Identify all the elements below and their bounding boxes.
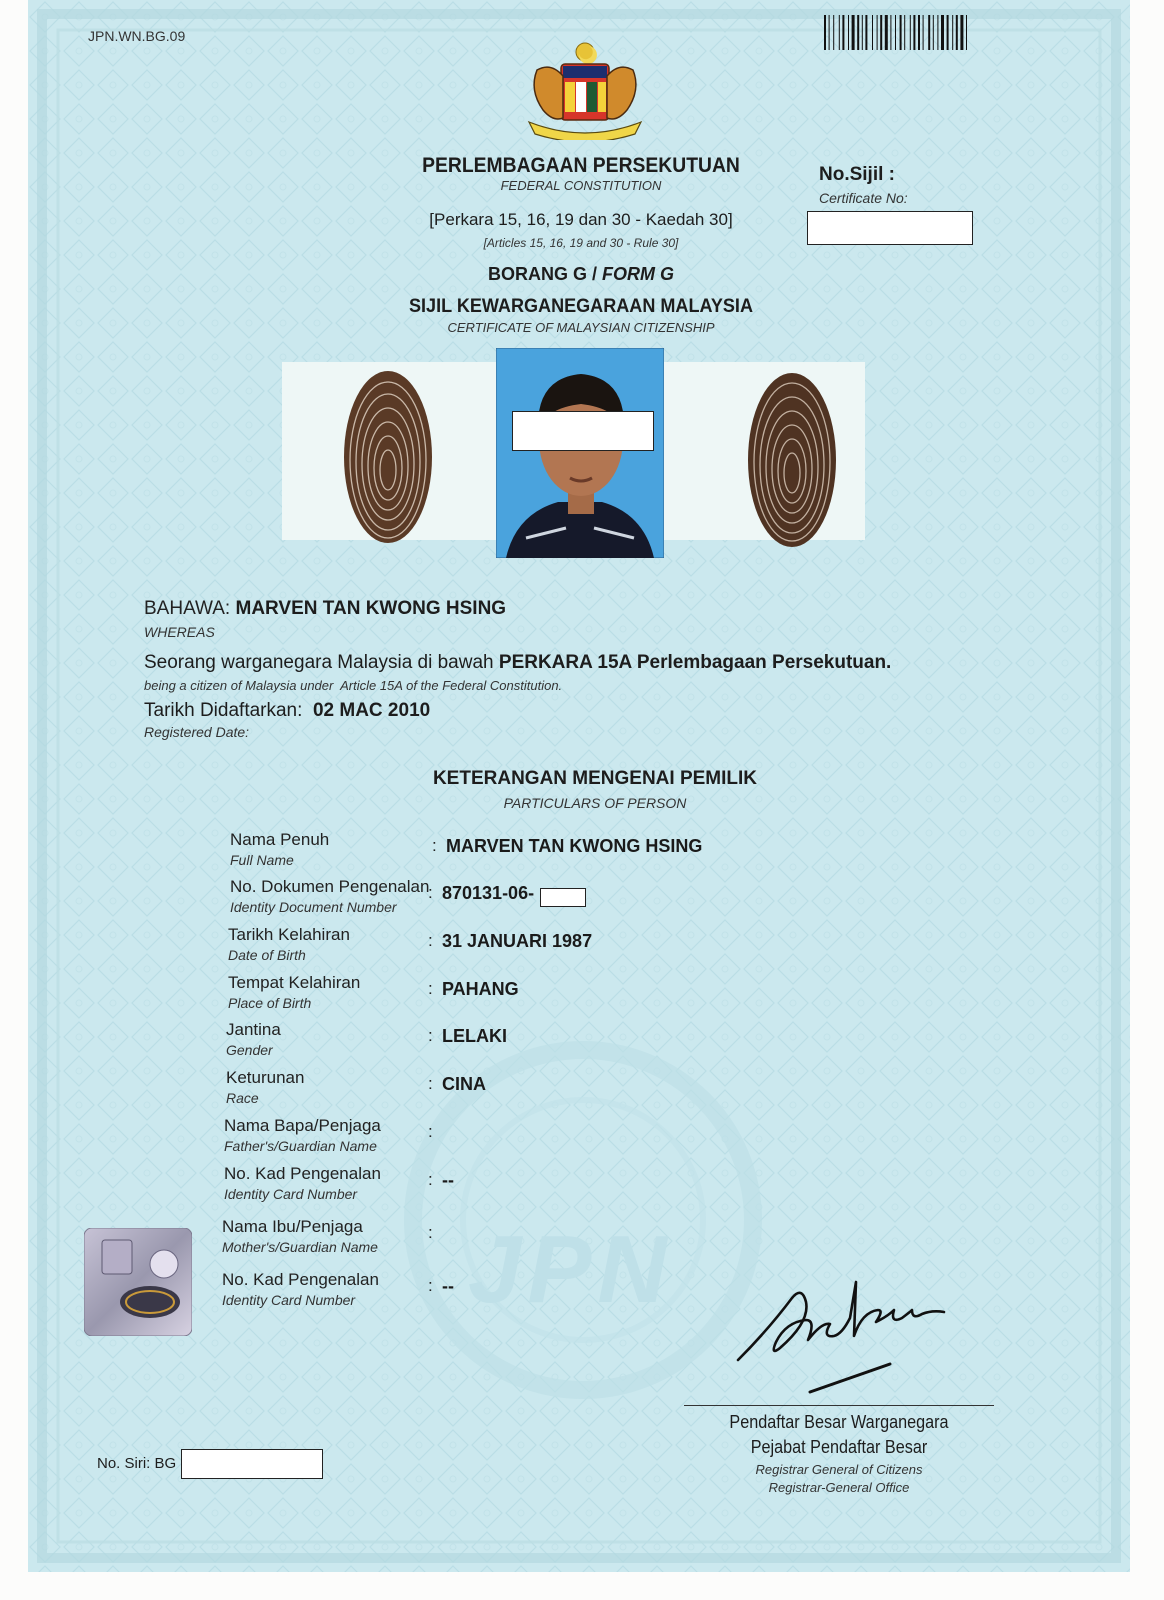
particular-colon: : (428, 1122, 433, 1141)
barcode-bar (941, 15, 944, 50)
registrar-office-en: Registrar-General Office (768, 1480, 910, 1495)
registered-date-line (144, 700, 430, 722)
articles-reference: [Perkara 15, 16, 19 dan 30 - Kaedah 30] (429, 210, 733, 229)
particular-label-en: Race (226, 1090, 259, 1106)
particular-label: Jantina (226, 1020, 281, 1039)
particular-value: LELAKI (442, 1026, 507, 1046)
barcode-bar (842, 15, 844, 50)
particular-colon: : (428, 1074, 433, 1093)
citizen-en-2: Article 15A of the Federal Constitution. (340, 678, 563, 693)
citizen-statement-en (144, 678, 562, 693)
registrar-title-en: Registrar General of Citizens (755, 1462, 923, 1477)
particular-label-en: Full Name (230, 852, 294, 868)
particular-label: Nama Penuh (230, 830, 330, 849)
particular-colon: : (428, 1276, 433, 1295)
serial-field (181, 1449, 323, 1479)
id-number-redaction (540, 888, 586, 907)
hologram-sticker (84, 1228, 192, 1336)
certificate-title: SIJIL KEWARGANEGARAAN MALAYSIA (408, 296, 753, 317)
particular-colon: : (428, 1223, 433, 1242)
registered-date-value: 02 MAC 2010 (312, 700, 431, 721)
particular-label-en: Date of Birth (228, 947, 306, 963)
form-label-ms: BORANG G / (487, 264, 597, 284)
barcode-bar (933, 15, 934, 50)
barcode-bar (895, 15, 896, 50)
barcode-bar (857, 15, 859, 50)
particular-label-en: Identity Document Number (230, 899, 397, 915)
holder-photo (496, 348, 664, 558)
barcode-bar (890, 15, 891, 50)
particular-label-en: Gender (226, 1042, 273, 1058)
particular-label: Keturunan (226, 1068, 305, 1087)
barcode-bar (900, 15, 902, 50)
barcode-bar (913, 15, 915, 50)
barcode-bar (862, 15, 863, 50)
citizenship-certificate (28, 0, 1130, 1572)
whereas-label: BAHAWA: (144, 598, 231, 619)
registrar-office: Pejabat Pendaftar Besar (750, 1437, 928, 1457)
barcode-bar (904, 15, 905, 50)
particular-label-en: Identity Card Number (224, 1186, 358, 1202)
particular-label-en: Father's/Guardian Name (224, 1138, 377, 1154)
form-label (381, 264, 781, 285)
particular-label-en: Place of Birth (228, 995, 312, 1011)
particular-label: Tempat Kelahiran (228, 973, 361, 992)
whereas-label-en: WHEREAS (144, 624, 215, 640)
barcode-bar (952, 15, 953, 50)
whereas-line (144, 598, 506, 620)
photo-redaction (512, 411, 654, 451)
registrar-signature (728, 1268, 958, 1403)
barcode-bar (829, 15, 830, 50)
left-thumbprint (340, 368, 436, 546)
form-code: JPN.WN.BG.09 (88, 28, 186, 44)
holder-name: MARVEN TAN KWONG HSING (235, 598, 507, 619)
barcode-bar (960, 15, 963, 50)
particular-label: Tarikh Kelahiran (228, 925, 350, 944)
certificate-no-field (807, 211, 973, 245)
citizen-statement (144, 652, 891, 674)
particular-value: 31 JANUARI 1987 (442, 931, 593, 951)
particular-label: No. Dokumen Pengenalan (230, 877, 430, 896)
particular-colon: : (428, 1026, 433, 1045)
registered-date-label: Tarikh Didaftarkan: (144, 700, 303, 721)
right-thumbprint (744, 370, 840, 550)
barcode-bar (833, 15, 834, 50)
particular-label-en: Mother's/Guardian Name (222, 1239, 378, 1255)
barcode-bar (947, 15, 949, 50)
citizen-text: Seorang warganegara Malaysia di bawah (144, 652, 494, 673)
particular-label: No. Kad Pengenalan (222, 1270, 379, 1289)
certificate-no-label-en: Certificate No: (819, 190, 908, 206)
barcode-bar (877, 15, 878, 50)
barcode-bar (923, 15, 924, 50)
barcode-bar (910, 15, 911, 50)
registered-date-label-en: Registered Date: (144, 724, 250, 740)
certificate-title-en: CERTIFICATE OF MALAYSIAN CITIZENSHIP (447, 320, 715, 335)
barcode-bar (865, 15, 867, 50)
certificate-no-label: No.Sijil : (819, 164, 895, 185)
citizen-en-1: being a citizen of Malaysia under (144, 678, 334, 693)
particular-value: -- (442, 1170, 454, 1190)
particular-label: No. Kad Pengenalan (224, 1164, 381, 1183)
particular-colon: : (428, 883, 433, 902)
barcode-bar (928, 15, 930, 50)
barcode-bar (966, 15, 967, 50)
particular-colon: : (428, 979, 433, 998)
barcode-bar (824, 15, 826, 50)
particulars-title-en: PARTICULARS OF PERSON (503, 795, 687, 811)
coat-of-arms-emblem (523, 40, 648, 140)
particular-value: 870131-06- (442, 883, 535, 903)
barcode-bar (918, 15, 920, 50)
particular-label: Nama Ibu/Penjaga (222, 1217, 363, 1236)
barcode-bar (852, 15, 855, 50)
particular-value: -- (442, 1276, 454, 1296)
particular-label-en: Identity Card Number (222, 1292, 356, 1308)
form-label-en: FORM G (602, 264, 675, 284)
constitution-title: PERLEMBAGAAN PERSEKUTUAN (422, 154, 740, 177)
particular-label: Nama Bapa/Penjaga (224, 1116, 381, 1135)
barcode-bar (839, 15, 840, 50)
barcode-bar (885, 15, 888, 50)
barcode-bar (937, 15, 938, 50)
citizen-article: PERKARA 15A Perlembagaan Persekutuan. (498, 652, 892, 673)
jpn-watermark: JPN (468, 1216, 673, 1323)
barcode-bar (872, 15, 873, 50)
particular-colon: : (428, 931, 433, 950)
constitution-title-en: FEDERAL CONSTITUTION (500, 178, 662, 193)
barcode-bar (956, 15, 958, 50)
serial-label: No. Siri: BG (97, 1455, 177, 1472)
particular-colon: : (428, 1170, 433, 1189)
barcode (822, 14, 1004, 52)
particular-value: CINA (442, 1074, 486, 1094)
articles-reference-en: [Articles 15, 16, 19 and 30 - Rule 30] (483, 236, 679, 250)
barcode-bar (880, 15, 882, 50)
signature-line (684, 1405, 994, 1406)
particular-value: MARVEN TAN KWONG HSING (446, 836, 703, 856)
particular-value: PAHANG (442, 979, 519, 999)
registrar-title: Pendaftar Besar Warganegara (729, 1412, 949, 1432)
particulars-title: KETERANGAN MENGENAI PEMILIK (432, 768, 758, 789)
barcode-bar (848, 15, 849, 50)
particular-colon: : (432, 836, 437, 855)
